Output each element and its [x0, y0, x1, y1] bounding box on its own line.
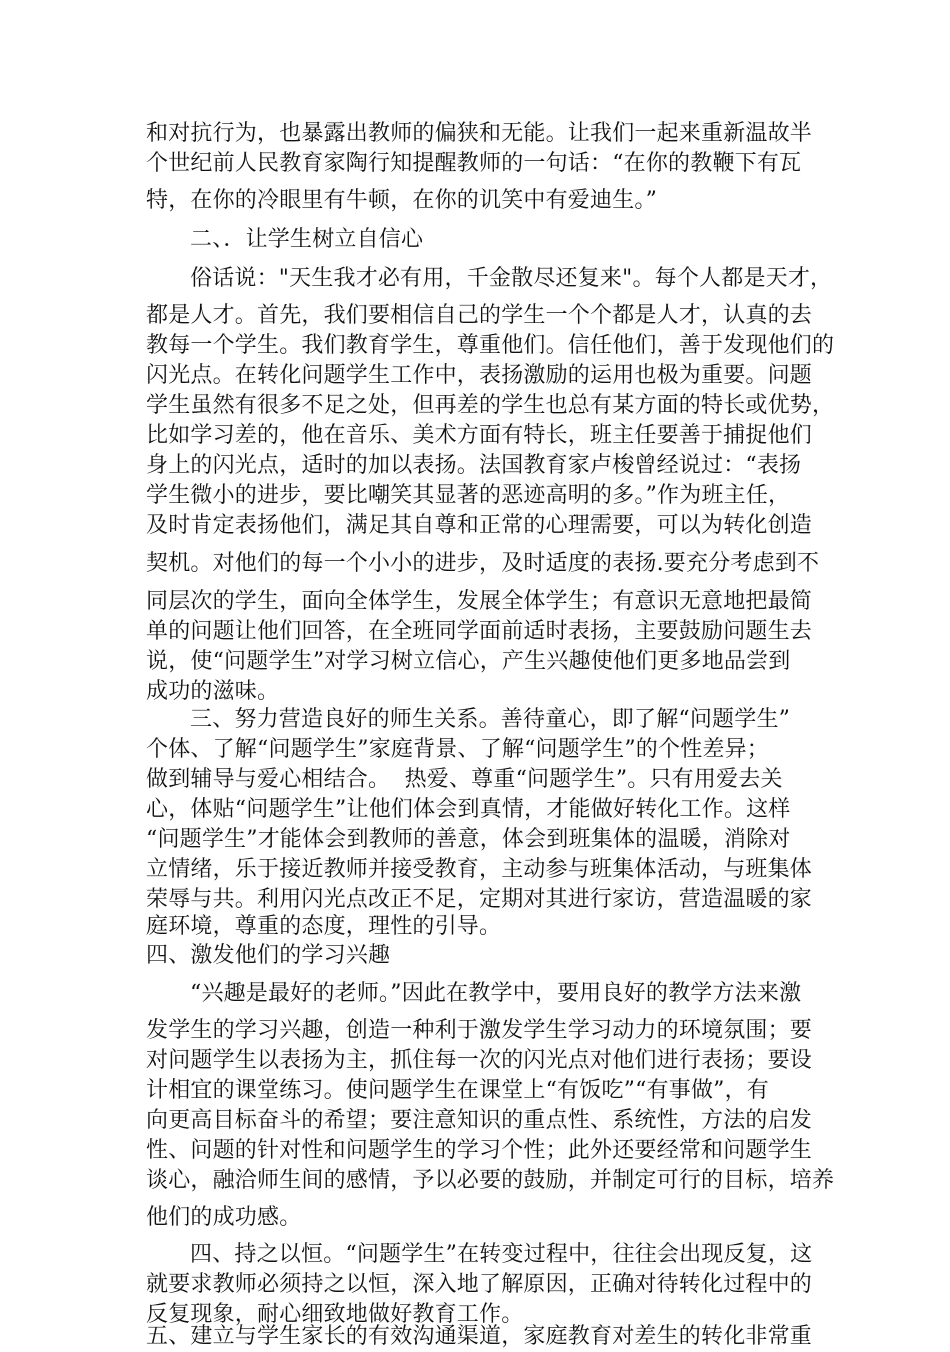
- text-line: “问题学生”才能体会到教师的善意，体会到班集体的温暖，消除对: [146, 827, 791, 852]
- section-heading: 五、建立与学生家长的有效沟通渠道，家庭教育对差生的转化非常重: [146, 1324, 813, 1349]
- text-line: 同层次的学生，面向全体学生，发展全体学生；有意识无意地把最简: [146, 589, 813, 614]
- text-line: 契机。对他们的每一个小小的进步，及时适度的表扬.要充分考虑到不: [146, 551, 820, 576]
- text-line: 反复现象，耐心细致地做好教育工作。: [146, 1302, 524, 1327]
- text-line: 成功的滋味。: [146, 679, 280, 704]
- text-line: 个体、了解“问题学生”家庭背景、了解“问题学生”的个性差异；: [146, 737, 769, 762]
- text-line: 特，在你的冷眼里有牛顿，在你的讥笑中有爱迪生。”: [146, 188, 658, 213]
- text-line: 做到辅导与爱心相结合。 热爱、尊重“问题学生”。只有用爱去关: [146, 767, 783, 792]
- text-line: 都是人才。首先，我们要相信自己的学生一个个都是人才，认真的去: [146, 303, 813, 328]
- text-line: 发学生的学习兴趣，创造一种利于激发学生学习动力的环境氛围；要: [146, 1018, 813, 1043]
- text-line: 对问题学生以表扬为主，抓住每一次的闪光点对他们进行表扬；要设: [146, 1048, 813, 1073]
- section-heading: 二、．让学生树立自信心: [190, 227, 424, 252]
- text-line: 计相宜的课堂练习。使问题学生在课堂上“有饭吃”“有事做”，有: [146, 1078, 769, 1103]
- text-line: 他们的成功感。: [146, 1205, 302, 1230]
- text-line: 比如学习差的，他在音乐、美术方面有特长，班主任要善于捕捉他们: [146, 423, 813, 448]
- text-line: 学生虽然有很多不足之处，但再差的学生也总有某方面的特长或优势，: [146, 393, 835, 418]
- text-line: 荣辱与共。利用闪光点改正不足，定期对其进行家访，营造温暖的家: [146, 887, 813, 912]
- text-line: 谈心，融洽师生间的感情，予以必要的鼓励，并制定可行的目标，培养: [146, 1168, 835, 1193]
- text-line: 教每一个学生。我们教育学生，尊重他们。信任他们，善于发现他们的: [146, 333, 835, 358]
- text-line: 单的问题让他们回答，在全班同学面前适时表扬，主要鼓励问题生去: [146, 619, 813, 644]
- text-line: 性、问题的针对性和问题学生的学习个性；此外还要经常和问题学生: [146, 1138, 813, 1163]
- text-line: 心，体贴“问题学生”让他们体会到真情，才能做好转化工作。这样: [146, 797, 791, 822]
- text-line: 和对抗行为，也暴露出教师的偏狭和无能。让我们一起来重新温故半: [146, 121, 813, 146]
- text-line: 立情绪，乐于接近教师并接受教育，主动参与班集体活动，与班集体: [146, 857, 813, 882]
- text-line: 就要求教师必须持之以恒，深入地了解原因，正确对待转化过程中的: [146, 1272, 813, 1297]
- text-line: “兴趣是最好的老师。”因此在教学中，要用良好的教学方法来激: [190, 981, 802, 1006]
- text-line: 向更高目标奋斗的希望；要注意知识的重点性、系统性，方法的启发: [146, 1108, 813, 1133]
- text-line: 及时肯定表扬他们，满足其自尊和正常的心理需要，可以为转化创造: [146, 513, 813, 538]
- section-heading: 四、持之以恒。“问题学生”在转变过程中，往往会出现反复，这: [190, 1242, 813, 1267]
- section-heading: 三、努力营造良好的师生关系。善待童心，即了解“问题学生”: [190, 707, 791, 732]
- text-line: 学生微小的进步，要比嘲笑其显著的恶迹高明的多。”作为班主任，: [146, 483, 791, 508]
- text-line: 说，使“问题学生”对学习树立信心，产生兴趣使他们更多地品尝到: [146, 649, 791, 674]
- text-line: 庭环境，尊重的态度，理性的引导。: [146, 914, 502, 939]
- section-heading: 四、激发他们的学习兴趣: [146, 943, 391, 968]
- text-line: 闪光点。在转化问题学生工作中，表扬激励的运用也极为重要。问题: [146, 363, 813, 388]
- text-line: 个世纪前人民教育家陶行知提醒教师的一句话：“在你的教鞭下有瓦: [146, 151, 802, 176]
- text-line: 身上的闪光点，适时的加以表扬。法国教育家卢梭曾经说过：“表扬: [146, 453, 802, 478]
- text-line: 俗话说："天生我才必有用，千金散尽还复来"。每个人都是天才，: [190, 266, 833, 291]
